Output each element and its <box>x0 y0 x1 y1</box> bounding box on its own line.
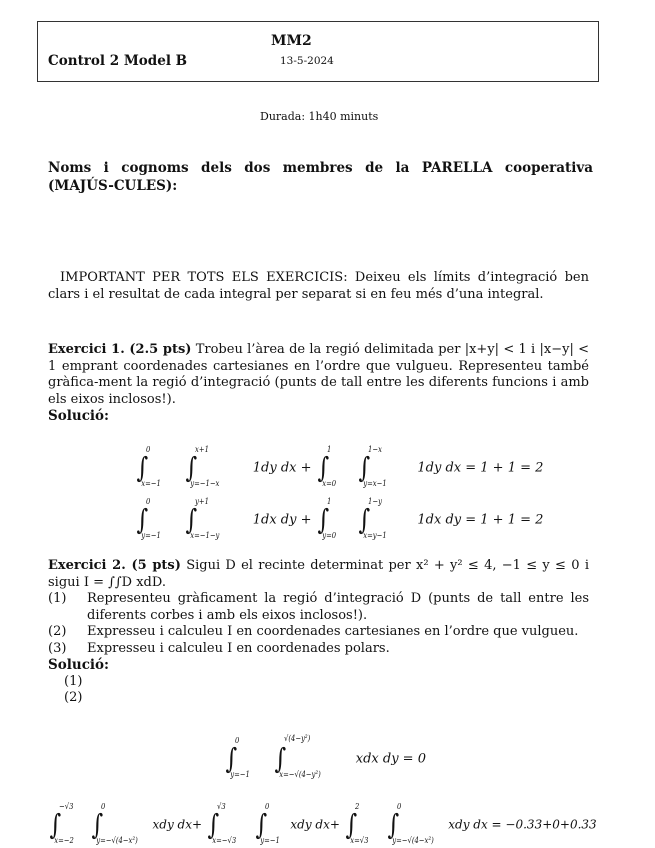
integral-sign: ∫ y+1 x=−1−y <box>185 497 220 541</box>
duration: Durada: 1h40 minuts <box>260 110 379 123</box>
list-item: (2) Expresseu i calculeu I en coordenades cartesianes en l’ordre que vulgueu. <box>48 624 579 639</box>
names-prompt: Noms i cognoms dels dos membres de la PARELLA cooperativa (MAJÚS-CULES): <box>48 160 593 194</box>
exercise-2-text: Sigui D el recinte determinat per x² + y² ≤ 4, −1 ≤ y ≤ 0 i sigui I = ∫∫D xdD. <box>48 558 589 590</box>
integral-sign: ∫ 0 y=−1 <box>136 497 161 541</box>
exercise-2-solution-label: Solució: <box>48 657 110 673</box>
integral-sign: ∫ 1−x y=x−1 <box>357 445 387 489</box>
integral-sign: ∫ 0 y=−√(4−x²) <box>387 802 434 846</box>
important-note: IMPORTANT PER TOTS ELS EXERCICIS: Deixeu els límits d’integració ben clars i el resultat de cada integral per separat si en feu més d’una integral. <box>48 270 589 302</box>
exercise-2-title: Exercici 2. (5 pts) <box>48 558 181 573</box>
exercise-1-title: Exercici 1. (2.5 pts) <box>48 342 192 357</box>
integral-sign: ∫ 0 x=−1 <box>136 445 161 489</box>
exercise-1-solution-label: Solució: <box>48 408 110 424</box>
exercise-2-equation-1: ∫ 0 y=−1 ∫ √(4−y²) x=−√(4−y²) xdx dy = 0 <box>225 734 426 780</box>
integral-sign: ∫ 2 x=√3 <box>345 802 369 846</box>
integral-sign: ∫ 0 y=−1 <box>255 802 280 846</box>
list-item: (1) Representeu gràficament la regió d’integració D (punts de tall entre les diferents corbes i amb els eixos inclosos!). <box>48 591 589 623</box>
exam-date: 13-5-2024 <box>280 55 334 67</box>
exercise-2-equation-2: ∫ −√3 x=−2 ∫ 0 y=−√(4−x²) xdy dx+ ∫ √3 x=−√3 ∫ 0 y=−1 xdy dx+ ∫ 2 x=√3 ∫ 0 y=−√(4−x²) xdy dx = −0.33+0+0.33 <box>49 802 597 846</box>
exercise-1 <box>48 342 589 425</box>
integral-sign: ∫ x+1 y=−1−x <box>185 445 220 489</box>
integral-sign: ∫ 1 y=0 <box>317 497 336 541</box>
course-title: MM2 <box>271 33 312 49</box>
list-item: (3) Expresseu i calculeu I en coordenades polars. <box>48 640 390 656</box>
integral-sign: ∫ 1−y x=y−1 <box>357 497 387 541</box>
header-box <box>37 21 599 82</box>
integral-sign: ∫ −√3 x=−2 <box>49 802 74 846</box>
integral-sign: ∫ 0 y=−√(4−x²) <box>91 802 138 846</box>
integral-sign: ∫ √3 x=−√3 <box>207 802 237 846</box>
integral-sign: ∫ √(4−y²) x=−√(4−y²) <box>274 734 321 780</box>
solution-item-2: (2) <box>64 690 83 705</box>
exercise-2-items <box>48 591 589 657</box>
exercise-2 <box>48 558 589 707</box>
integral-sign: ∫ 1 x=0 <box>317 445 336 489</box>
exam-model: Control 2 Model B <box>48 53 188 69</box>
solution-item-1: (1) <box>64 673 83 689</box>
exercise-1-equation-1: ∫ 0 x=−1 ∫ x+1 y=−1−x 1dy dx + ∫ 1 x=0 ∫ 1−x y=x−1 1dy dx = 1 + 1 = 2 <box>136 445 544 489</box>
exercise-1-equation-2: ∫ 0 y=−1 ∫ y+1 x=−1−y 1dx dy + ∫ 1 y=0 ∫ 1−y x=y−1 1dx dy = 1 + 1 = 2 <box>136 497 544 541</box>
integral-sign: ∫ 0 y=−1 <box>225 736 250 780</box>
exercise-1-text: Trobeu l’àrea de la regió delimitada per |x+y| < 1 i |x−y| < 1 emprant coordenades cartesianes en l’ordre que vulgueu. Representeu també gràfica-ment la regió d’integració (punts de tall entre les diferents funcions i amb els eixos inclosos!). <box>48 342 589 407</box>
